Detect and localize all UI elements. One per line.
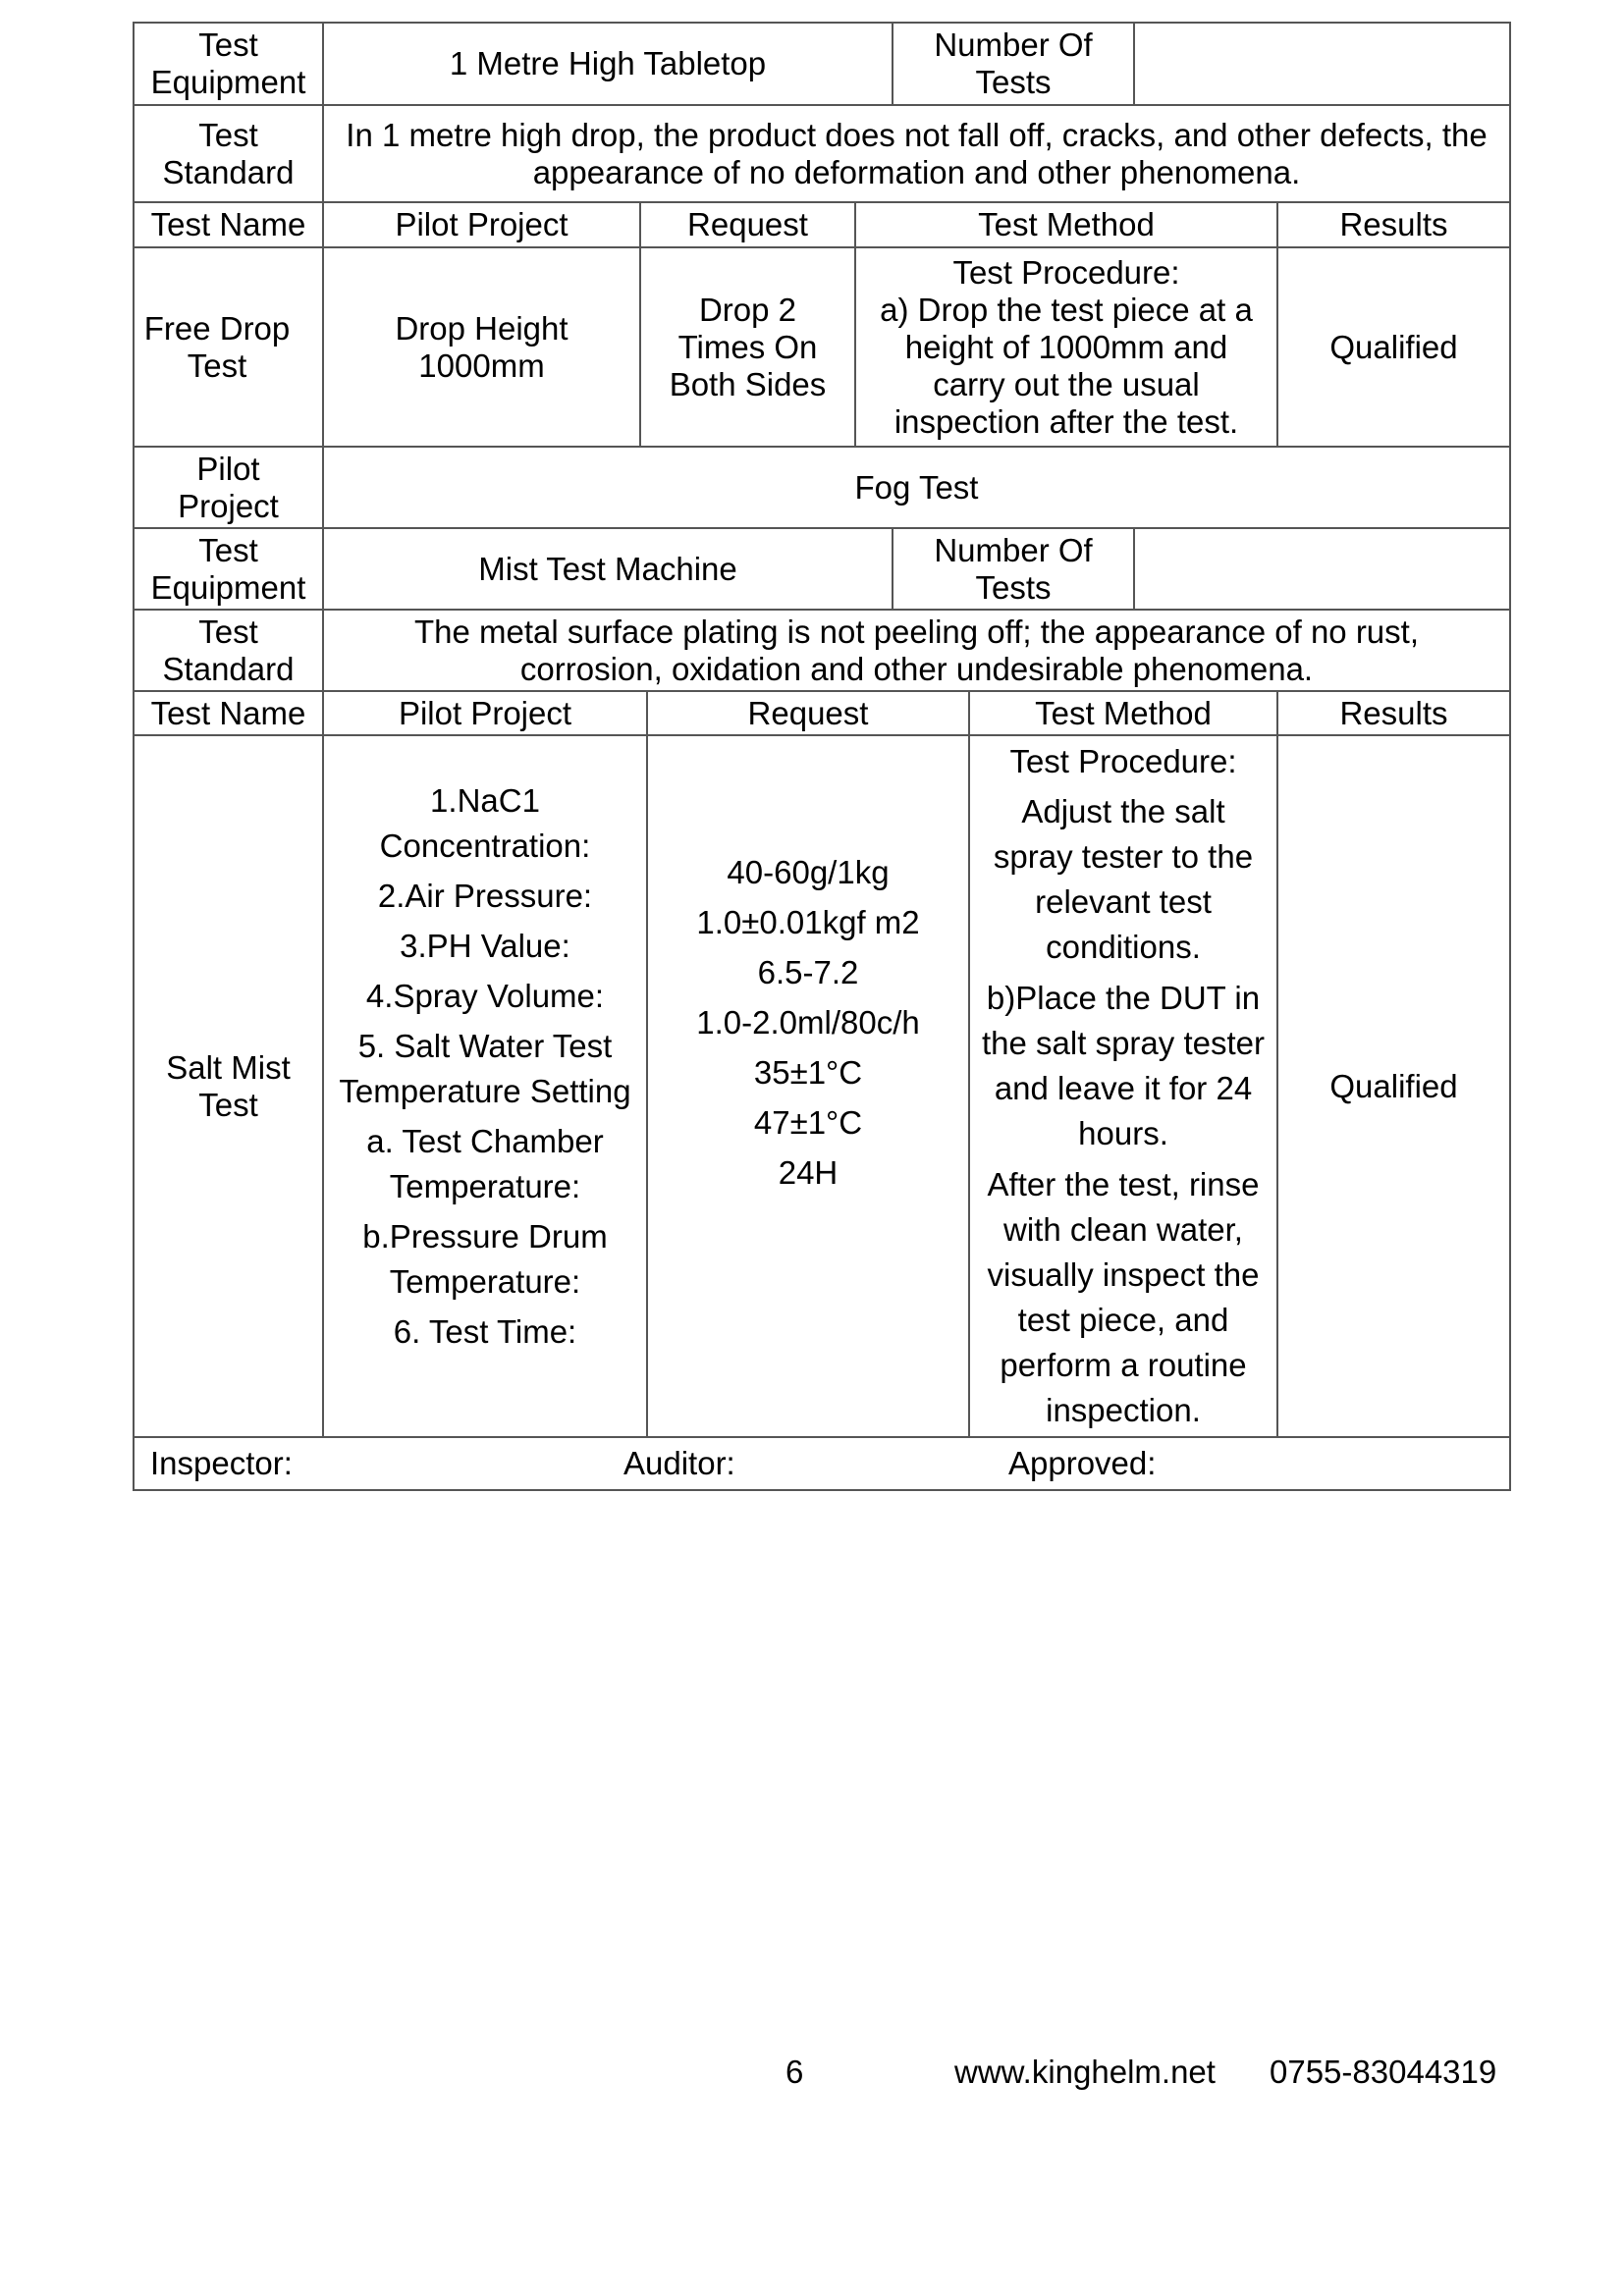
project-line: 3.PH Value: bbox=[400, 928, 570, 964]
request-line: 40-60g/1kg bbox=[727, 854, 890, 890]
request-cell bbox=[646, 736, 968, 1436]
method-line: relevant test bbox=[1035, 883, 1212, 920]
header-request: Request bbox=[646, 692, 968, 734]
project-line: Temperature Setting bbox=[339, 1073, 631, 1109]
fog-equipment-row bbox=[133, 527, 1511, 609]
test-name: Free Drop Test bbox=[143, 309, 291, 384]
fog-data-row bbox=[133, 734, 1511, 1436]
method-line: height of 1000mm and bbox=[904, 328, 1228, 365]
footer-phone: 0755-83044319 bbox=[1270, 2054, 1497, 2090]
standard-text: In 1 metre high drop, the product does not fall off, cracks, and other defects, the appearance of no deformation and other phenomena. bbox=[322, 106, 1509, 201]
header-test-name: Test Name bbox=[150, 206, 306, 242]
request-cell bbox=[639, 248, 854, 446]
method-line: inspection. bbox=[1046, 1392, 1201, 1428]
result-cell: Qualified bbox=[1276, 736, 1509, 1436]
fog-standard-row bbox=[133, 609, 1511, 690]
header-test-name: Test Name bbox=[150, 694, 306, 731]
pilot-project-list bbox=[339, 778, 630, 1355]
project-line: 6. Test Time: bbox=[393, 1313, 577, 1350]
drop-equipment-row bbox=[133, 22, 1511, 104]
number-of-tests-label: Number Of Tests bbox=[892, 529, 1133, 609]
approved-label: Approved: bbox=[1008, 1445, 1157, 1481]
pilot-value: Fog Test bbox=[322, 448, 1509, 527]
method-line: hours. bbox=[1078, 1115, 1168, 1151]
drop-data-row bbox=[133, 246, 1511, 446]
header-request: Request bbox=[639, 203, 854, 246]
request: Drop 2 Times On Both Sides bbox=[669, 291, 827, 402]
standard-text: The metal surface plating is not peeling off; the appearance of no rust, corrosion, oxidation and other undesirable phenomena. bbox=[322, 611, 1509, 690]
equipment-label: Test Equipment bbox=[150, 531, 306, 606]
fog-header-row bbox=[133, 690, 1511, 734]
header-test-method: Test Method bbox=[854, 203, 1276, 246]
header-pilot-project: Pilot Project bbox=[322, 203, 639, 246]
standard-label: Test Standard bbox=[162, 116, 295, 190]
equipment-value: 1 Metre High Tabletop bbox=[322, 24, 892, 104]
pilot-project-cell bbox=[322, 248, 639, 446]
test-method-list bbox=[982, 740, 1265, 1433]
request-line: 47±1°C bbox=[753, 1104, 863, 1141]
method-line: the salt spray tester bbox=[982, 1025, 1265, 1061]
method-line: conditions. bbox=[1046, 929, 1201, 965]
project-line: a. Test Chamber bbox=[366, 1123, 604, 1159]
request-list bbox=[696, 847, 919, 1198]
method-line: a) Drop the test piece at a bbox=[880, 291, 1253, 328]
standard-label: Test Standard bbox=[162, 613, 295, 687]
test-method-cell bbox=[854, 248, 1276, 446]
drop-header-row bbox=[133, 201, 1511, 246]
test-method-cell bbox=[968, 736, 1276, 1436]
pilot-project: Drop Height 1000mm bbox=[395, 309, 568, 384]
pilot-label-text: Pilot Project bbox=[178, 450, 279, 524]
equipment-value: Mist Test Machine bbox=[322, 529, 892, 609]
method-line: inspection after the test. bbox=[893, 402, 1239, 440]
method-line: with clean water, bbox=[1003, 1211, 1243, 1248]
method-line: spray tester to the bbox=[993, 838, 1254, 875]
method-line: and leave it for 24 bbox=[994, 1070, 1253, 1106]
project-line: 5. Salt Water Test bbox=[357, 1028, 613, 1064]
pilot-label bbox=[135, 448, 322, 527]
method-line: Test Procedure: bbox=[1009, 743, 1237, 779]
request-line: 1.0-2.0ml/80c/h bbox=[696, 1004, 920, 1041]
project-line: Temperature: bbox=[389, 1168, 581, 1204]
header-test-method: Test Method bbox=[968, 692, 1276, 734]
request-line: 6.5-7.2 bbox=[757, 954, 859, 990]
test-report-table bbox=[133, 22, 1511, 1491]
project-line: b.Pressure Drum bbox=[362, 1218, 608, 1255]
test-method bbox=[880, 254, 1253, 441]
project-line: Concentration: bbox=[379, 828, 591, 864]
header-pilot-project: Pilot Project bbox=[322, 692, 646, 734]
header-results: Results bbox=[1276, 692, 1509, 734]
project-line: 2.Air Pressure: bbox=[377, 878, 593, 914]
test-name-cell bbox=[135, 248, 322, 446]
method-line: b)Place the DUT in bbox=[986, 980, 1261, 1016]
footer-website: www.kinghelm.net bbox=[954, 2054, 1216, 2090]
number-of-tests-value bbox=[1133, 24, 1509, 104]
project-line: Temperature: bbox=[389, 1263, 581, 1300]
number-of-tests-value bbox=[1133, 529, 1509, 609]
request-line: 35±1°C bbox=[753, 1054, 863, 1091]
header-results: Results bbox=[1276, 203, 1509, 246]
drop-standard-row bbox=[133, 104, 1511, 201]
project-line: 1.NaC1 bbox=[430, 782, 540, 819]
method-line: test piece, and bbox=[1017, 1302, 1229, 1338]
inspector-label: Inspector: bbox=[150, 1445, 293, 1481]
equipment-label bbox=[135, 24, 322, 104]
label-text: Test Equipment bbox=[150, 27, 306, 100]
fog-pilot-row bbox=[133, 446, 1511, 527]
request-line: 24H bbox=[778, 1154, 839, 1191]
request-line: 1.0±0.01kgf m2 bbox=[696, 904, 920, 940]
method-line: carry out the usual bbox=[933, 365, 1200, 402]
auditor-label: Auditor: bbox=[623, 1445, 735, 1481]
method-line: visually inspect the bbox=[987, 1256, 1260, 1293]
pilot-project-cell bbox=[322, 736, 646, 1436]
method-line: Adjust the salt bbox=[1021, 793, 1225, 829]
signature-row bbox=[133, 1436, 1511, 1491]
project-line: 4.Spray Volume: bbox=[365, 978, 605, 1014]
page-number: 6 bbox=[785, 2054, 804, 2090]
method-line: After the test, rinse bbox=[987, 1166, 1260, 1202]
method-line: Test Procedure: bbox=[952, 253, 1180, 291]
result-cell: Qualified bbox=[1276, 248, 1509, 446]
method-line: perform a routine bbox=[1000, 1347, 1247, 1383]
test-name-cell bbox=[135, 736, 322, 1436]
test-name: Salt Mist Test bbox=[166, 1048, 291, 1123]
number-of-tests-label: Number Of Tests bbox=[892, 24, 1133, 104]
